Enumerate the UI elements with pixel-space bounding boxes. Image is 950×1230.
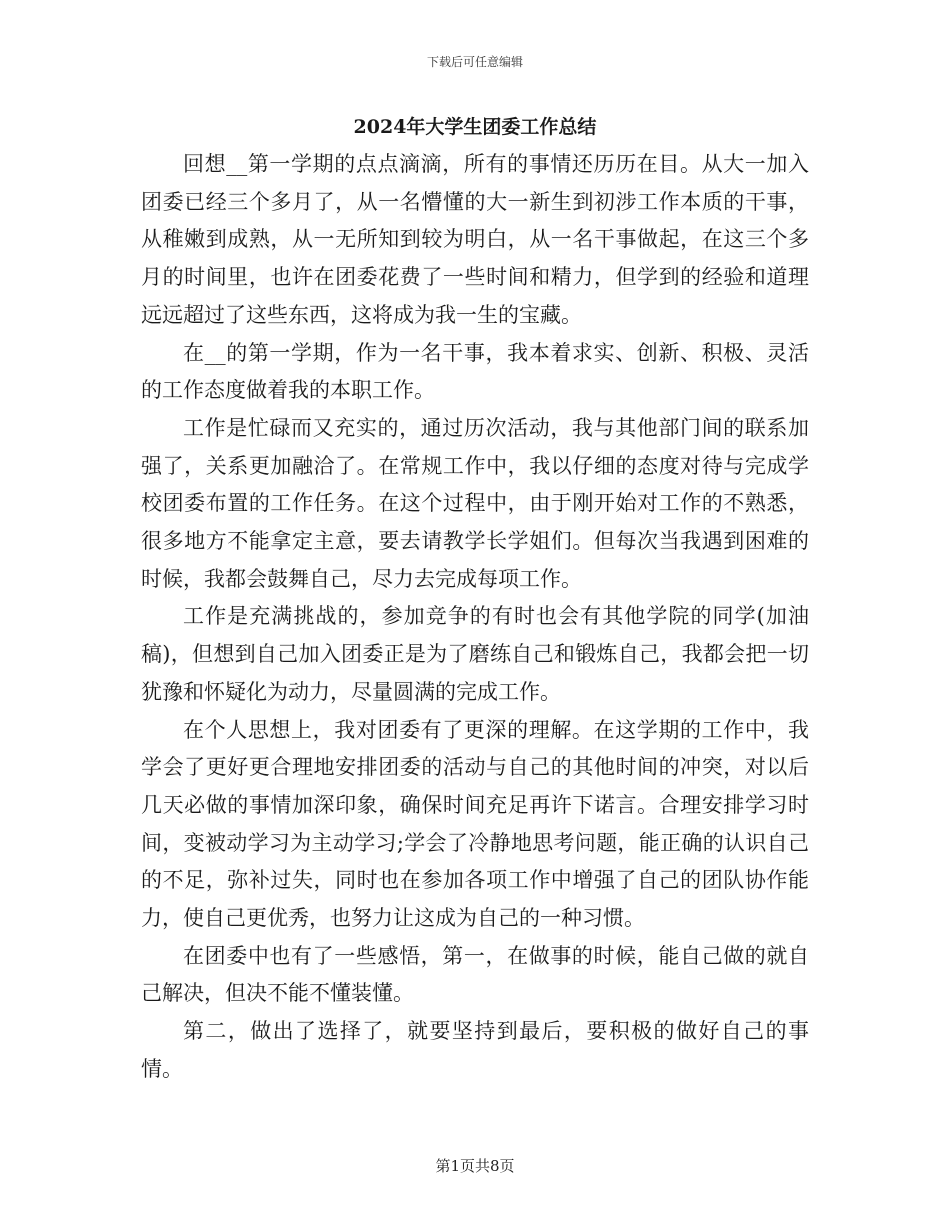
paragraph: 在个人思想上，我对团委有了更深的理解。在这学期的工作中，我学会了更好更合理地安排团委的活动与自己的其他时间的冲突，对以后几天必做的事情加深印象，确保时间充足再许下诺言。合理安排学习时间，变被动学习为主动学习;学会了冷静地思考问题，能正确的认识自己的不足，弥补过失，同时也在参加各项工作中增强了自己的团队协作能力，使自己更优秀，也努力让这成为自己的一种习惯。 (141, 717, 809, 931)
paragraph: 第二，做出了选择了，就要坚持到最后，要积极的做好自己的事情。 (141, 1019, 809, 1081)
page-number-footer: 第1页共8页 (435, 1157, 515, 1175)
document-title: 2024年大学生团委工作总结 (353, 116, 597, 138)
header-note: 下载后可任意编辑 (426, 55, 523, 69)
paragraph: 回想__第一学期的点点滴滴，所有的事情还历历在目。从大一加入团委已经三个多月了，从一名懵懂的大一新生到初涉工作本质的干事，从稚嫩到成熟，从一无所知到较为明白，从一名干事做起，在这三个多月的时间里，也许在团委花费了一些时间和精力，但学到的经验和道理远远超过了这些东西，这将成为我一生的宝藏。 (141, 152, 809, 327)
paragraph: 在团委中也有了一些感悟，第一，在做事的时候，能自己做的就自己解决，但决不能不懂装懂。 (141, 943, 809, 1006)
paragraph: 工作是充满挑战的，参加竞争的有时也会有其他学院的同学(加油稿)，但想到自己加入团委正是为了磨练自己和锻炼自己，我都会把一切犹豫和怀疑化为动力，尽量圆满的完成工作。 (141, 604, 809, 704)
paragraph: 在__的第一学期，作为一名干事，我本着求实、创新、积极、灵活的工作态度做着我的本职工作。 (141, 340, 809, 403)
paragraph: 工作是忙碌而又充实的，通过历次活动，我与其他部门间的联系加强了，关系更加融洽了。在常规工作中，我以仔细的态度对待与完成学校团委布置的工作任务。在这个过程中，由于刚开始对工作的不熟悉，很多地方不能拿定主意，要去请教学长学姐们。但每次当我遇到困难的时候，我都会鼓舞自己，尽力去完成每项工作。 (141, 415, 809, 591)
document-body (141, 146, 809, 1089)
